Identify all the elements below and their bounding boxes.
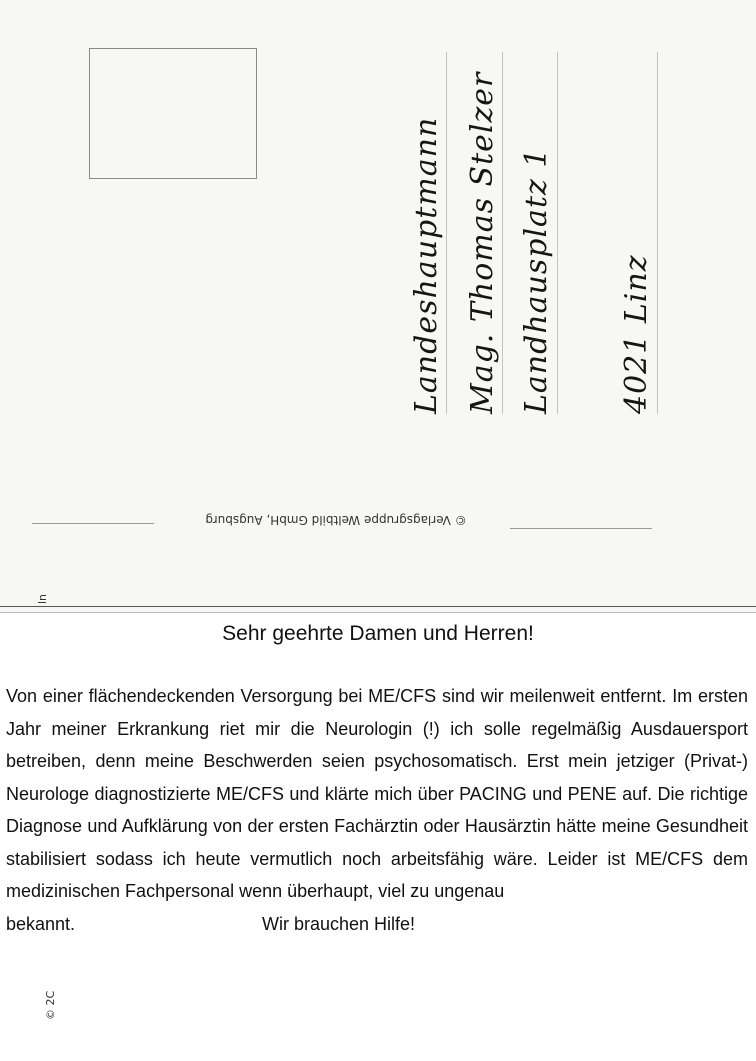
letter-closing-row — [6, 908, 748, 941]
letter-paragraph: Von einer flächendeckenden Versorgung bei ME/CFS sind wir meilenweit entfernt. Im ersten Jahr meiner Erkrankung riet mir die Neurologin (!) ich solle regelmäßig Ausdauersport betreiben, denn meine Beschwerden seien psychosomatisch. Erst mein jetziger (Privat-) Neurologe diagnostizierte ME/CFS und klärte mich über PACING und PENE auf. Die richtige Diagnose und Aufklärung von der ersten Fachärztin oder Hausärztin hätte meine Gesundheit stabilisiert sodass ich heute vermutlich noch arbeitsfähig wäre. Leider ist ME/CFS dem medizinischen Fachpersonal wenn überhaupt, viel zu ungenau — [6, 686, 748, 901]
letter-body — [6, 680, 748, 940]
publisher-imprint: © Verlagsgruppe Weltbild GmbH, Augsburg — [205, 513, 467, 527]
letter-closing-word: bekannt. — [6, 913, 76, 934]
copyright-mark: © 2C — [44, 990, 57, 1020]
address-city: 4021 Linz — [619, 254, 654, 414]
paper-edge — [0, 606, 756, 607]
stamp-box — [89, 48, 257, 179]
address-street: Landhausplatz 1 — [519, 147, 554, 414]
address-line-rule — [557, 52, 558, 414]
letter-heading: Sehr geehrte Damen und Herren! — [222, 622, 534, 645]
address-recipient-name: Mag. Thomas Stelzer — [465, 71, 500, 414]
letter-closing-line: Wir brauchen Hilfe! — [262, 913, 416, 934]
address-line-rule — [502, 52, 503, 414]
paper-edge-shadow — [0, 612, 756, 613]
publisher-rule-right — [510, 528, 652, 529]
publisher-rule-left — [32, 523, 154, 524]
address-line-rule — [446, 52, 447, 414]
address-line-rule — [657, 52, 658, 414]
address-recipient-title: Landeshauptmann — [409, 116, 444, 414]
side-imprint: ln — [36, 593, 49, 604]
